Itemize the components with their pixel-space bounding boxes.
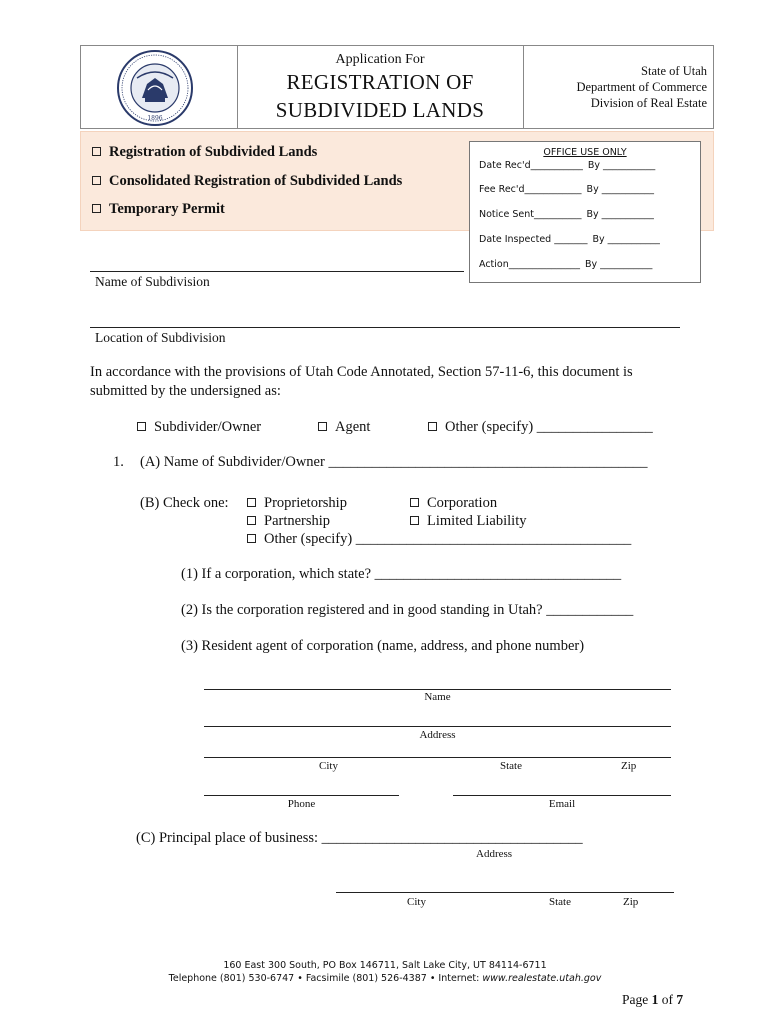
name-of-subdivision-input[interactable] bbox=[90, 271, 464, 272]
agency-state: State of Utah bbox=[641, 64, 707, 78]
footer-address: 160 East 300 South, PO Box 146711, Salt Lake City, UT 84114-6711 bbox=[223, 960, 547, 971]
q1b-label: (B) Check one: bbox=[140, 495, 229, 511]
agency-department: Department of Commerce bbox=[576, 80, 707, 94]
footer-contact: Telephone (801) 530-6747 • Facsimile (801) 526-4387 • Internet: www.realestate.utah.gov bbox=[168, 973, 602, 984]
option-label: Registration of Subdivided Lands bbox=[109, 144, 318, 160]
seal-year: 1896 bbox=[147, 115, 163, 122]
agent-address-input[interactable] bbox=[204, 726, 671, 727]
agent-address-label: Address bbox=[419, 729, 456, 741]
option-label: Temporary Permit bbox=[109, 201, 225, 217]
form-title-line2: SUBDIVIDED LANDS bbox=[275, 98, 485, 122]
checkbox[interactable] bbox=[247, 516, 256, 525]
checkbox[interactable] bbox=[137, 422, 146, 431]
agent-city-label: City bbox=[319, 760, 338, 772]
option-temporary-permit[interactable] bbox=[92, 201, 225, 218]
checkbox[interactable] bbox=[92, 147, 101, 156]
entity-limited-liability[interactable]: Limited Liability bbox=[410, 513, 526, 530]
office-row-action: Action_______________ By ___________ bbox=[479, 259, 653, 270]
agent-name-label: Name bbox=[424, 691, 451, 703]
role-subdivider-owner[interactable]: Subdivider/Owner bbox=[137, 419, 261, 436]
entity-corporation[interactable]: Corporation bbox=[410, 495, 497, 512]
name-of-subdivision-label: Name of Subdivision bbox=[95, 274, 210, 289]
office-row-fee-recd: Fee Rec'd____________ By ___________ bbox=[479, 184, 654, 195]
role-agent[interactable]: Agent bbox=[318, 419, 370, 436]
q1-sub2-good-standing[interactable]: (2) Is the corporation registered and in good standing in Utah? ____________ bbox=[181, 602, 634, 618]
checkbox[interactable] bbox=[92, 204, 101, 213]
entity-proprietorship[interactable]: Proprietorship bbox=[247, 495, 347, 512]
role-other[interactable]: Other (specify) ________________ bbox=[428, 419, 653, 436]
checkbox[interactable] bbox=[428, 422, 437, 431]
office-use-title: OFFICE USE ONLY bbox=[543, 147, 627, 158]
q1c-principal-place[interactable]: (C) Principal place of business: ____________________________________ bbox=[136, 830, 583, 846]
title-cell bbox=[237, 46, 524, 128]
q1c-city-label: City bbox=[407, 896, 426, 908]
office-row-date-recd: Date Rec'd___________ By ___________ bbox=[479, 160, 656, 171]
agent-phone-input[interactable] bbox=[204, 795, 399, 796]
agent-state-label: State bbox=[500, 760, 522, 772]
agent-name-input[interactable] bbox=[204, 689, 671, 690]
q1c-city-state-zip-input[interactable] bbox=[336, 892, 674, 893]
option-label: Consolidated Registration of Subdivided Lands bbox=[109, 173, 403, 189]
checkbox[interactable] bbox=[247, 534, 256, 543]
intro-line1: In accordance with the provisions of Utah Code Annotated, Section 57-11-6, this document is bbox=[90, 364, 633, 380]
question-1-number: 1. bbox=[113, 454, 124, 470]
checkbox[interactable] bbox=[92, 176, 101, 185]
q1-sub3-resident-agent: (3) Resident agent of corporation (name, address, and phone number) bbox=[181, 638, 585, 654]
agent-phone-label: Phone bbox=[287, 798, 316, 810]
seal-cell bbox=[81, 46, 238, 128]
office-use-box bbox=[469, 141, 701, 283]
office-row-notice-sent: Notice Sent__________ By ___________ bbox=[479, 209, 654, 220]
q1-sub1-state[interactable]: (1) If a corporation, which state? __________________________________ bbox=[181, 566, 622, 582]
q1c-address-label: Address bbox=[476, 848, 513, 860]
agent-city-state-zip-input[interactable] bbox=[204, 757, 671, 758]
form-header bbox=[80, 45, 714, 129]
agency-division: Division of Real Estate bbox=[590, 96, 707, 110]
intro-line2: submitted by the undersigned as: bbox=[90, 383, 281, 399]
option-registration[interactable] bbox=[92, 144, 317, 161]
option-consolidated[interactable] bbox=[92, 173, 402, 190]
footer-website-link[interactable]: www.realestate.utah.gov bbox=[482, 973, 602, 984]
application-for: Application For bbox=[335, 52, 425, 67]
entity-other[interactable]: Other (specify) ______________________________________ bbox=[247, 531, 631, 548]
utah-state-seal bbox=[115, 48, 195, 128]
agency-cell bbox=[523, 46, 713, 128]
q1c-state-label: State bbox=[549, 896, 571, 908]
agent-zip-label: Zip bbox=[621, 760, 637, 772]
q1c-zip-label: Zip bbox=[623, 896, 639, 908]
entity-partnership[interactable]: Partnership bbox=[247, 513, 330, 530]
page-indicator: Page 1 of 7 bbox=[622, 992, 684, 1007]
q1a-subdivider-name[interactable]: (A) Name of Subdivider/Owner ____________________________________________ bbox=[140, 454, 648, 470]
location-of-subdivision-label: Location of Subdivision bbox=[95, 330, 226, 345]
checkbox[interactable] bbox=[247, 498, 256, 507]
checkbox[interactable] bbox=[410, 498, 419, 507]
location-of-subdivision-input[interactable] bbox=[90, 327, 680, 328]
agent-email-label: Email bbox=[548, 798, 576, 810]
form-title-line1: REGISTRATION OF bbox=[286, 70, 474, 94]
agent-email-input[interactable] bbox=[453, 795, 671, 796]
checkbox[interactable] bbox=[318, 422, 327, 431]
checkbox[interactable] bbox=[410, 516, 419, 525]
office-row-date-inspected: Date Inspected _______ By ___________ bbox=[479, 234, 660, 245]
